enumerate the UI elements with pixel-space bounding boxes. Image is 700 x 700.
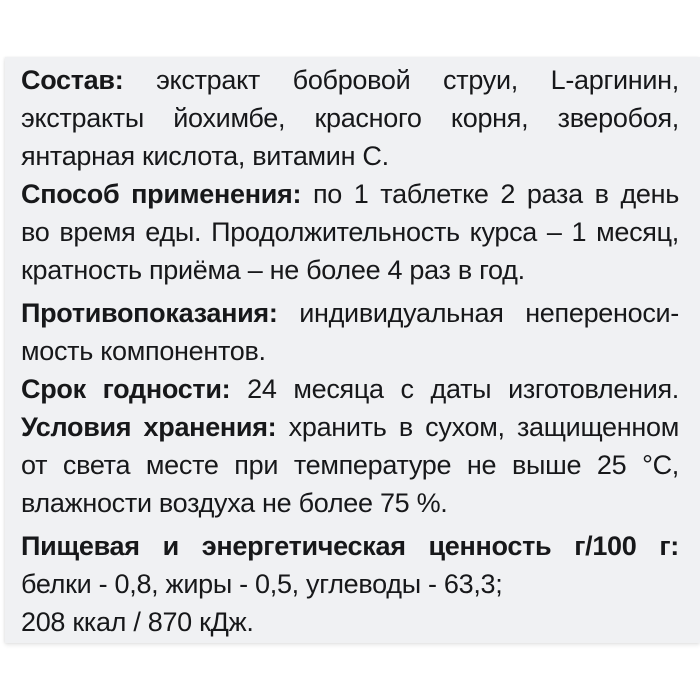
line-text: от света месте при температуре не выше 25 °С, [21,450,679,480]
text-line [21,251,679,289]
line-text: белки - 0,8, жиры - 0,5, углеводы - 63,3; [21,569,503,599]
line-text: экстракты йохимбе, красного корня, зверобоя, [21,103,679,133]
line-text: влажности воздуха не более 75 %. [21,488,448,518]
section-contraindications [21,294,679,370]
line-text: во время еды. Продолжительность курса – 1 месяц, [21,217,679,247]
section-usage [21,175,679,289]
supplement-label [5,57,700,643]
line-text: по 1 таблетке 2 раза в день [301,179,679,209]
section-heading: Пищевая и энергетическая ценность г/100 г: [21,531,679,561]
text-line [21,408,679,446]
text-line [21,565,679,603]
section-heading: Противопоказания: [21,298,278,328]
line-text: 24 месяца с даты изготовления. [230,374,679,404]
section-heading: Срок годности: [21,374,231,404]
text-line [21,527,679,565]
text-line [21,61,679,99]
line-text: индивидуальная непереноси- [277,298,679,328]
section-nutrition [21,527,679,641]
text-line [21,175,679,213]
line-text: экстракт бобровой струи, L-аргинин, [123,65,679,95]
text-line [21,370,679,408]
section-heading: Условия хранения: [21,412,277,442]
text-line [21,446,679,484]
text-line [21,137,679,175]
text-line [21,603,679,641]
text-line [21,99,679,137]
text-line [21,213,679,251]
line-text: мость компонентов. [21,336,266,366]
text-line [21,294,679,332]
section-composition [21,61,679,175]
text-line [21,332,679,370]
section-heading: Состав: [21,65,124,95]
section-heading: Способ применения: [21,179,302,209]
line-text: янтарная кислота, витамин С. [21,141,389,171]
line-text: 208 ккал / 870 кДж. [21,607,254,637]
section-shelf-life [21,370,679,408]
line-text: хранить в сухом, защищенном [276,412,679,442]
section-storage [21,408,679,522]
line-text: кратность приёма – не более 4 раз в год. [21,255,525,285]
text-line [21,484,679,522]
